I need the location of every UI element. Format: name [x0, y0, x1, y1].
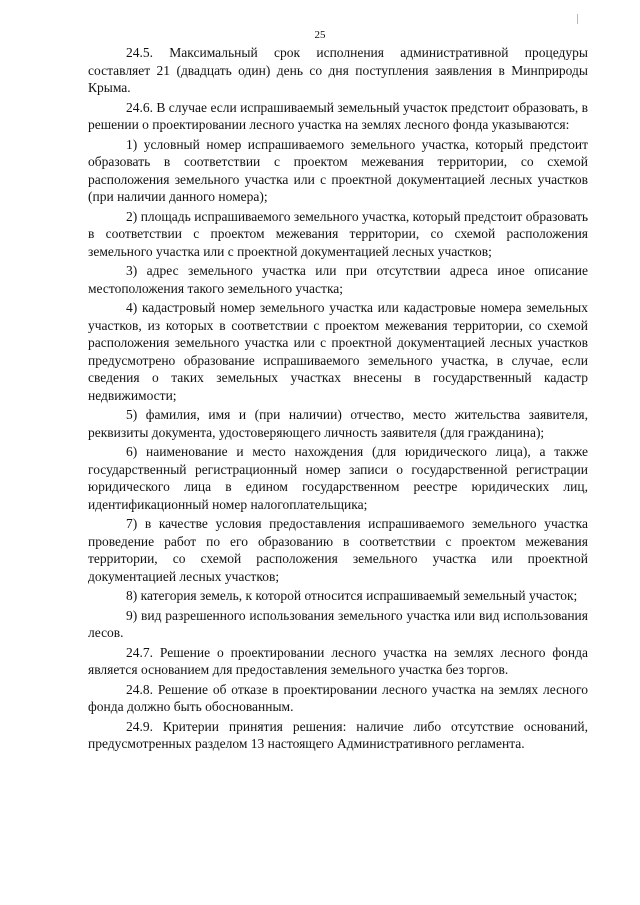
- paragraph-24-9: 24.9. Критерии принятия решения: наличие либо отсутствие оснований, предусмотренных разделом 13 настоящего Административного регламента.: [88, 718, 588, 751]
- list-item-7: 7) в качестве условия предоставления испрашиваемого земельного участка проведение работ по его образованию в соответствии с проектом межевания территории, со схемой расположения земельного участка или проектной документацией лесных участков;: [88, 516, 588, 584]
- page-number: 25: [314, 29, 326, 41]
- list-item-3: 3) адрес земельного участка или при отсутствии адреса иное описание местоположения такого земельного участка;: [88, 263, 588, 296]
- list-item-8: 8) категория земель, к которой относится испрашиваемый земельный участок;: [126, 588, 578, 603]
- list-item-6: 6) наименование и место нахождения (для юридического лица), а также государственный регистрационный номер записи о государственной регистрации юридического лица в едином государственном реестре юридических лиц, идентификационный номер налогоплательщика;: [88, 444, 588, 512]
- scan-mark: [577, 14, 582, 24]
- paragraph-24-7: 24.7. Решение о проектировании лесного участка на землях лесного фонда является основанием для предоставления земельного участка без торгов.: [88, 644, 588, 677]
- paragraph-24-5: 24.5. Максимальный срок исполнения административной процедуры составляет 21 (двадцать один) день со дня поступления заявления в Минприроды Крыма.: [88, 45, 588, 95]
- document-body: [88, 44, 588, 753]
- list-item-9: 9) вид разрешенного использования земельного участка или вид использования лесов.: [88, 607, 588, 640]
- list-item-2: 2) площадь испрашиваемого земельного участка, который предстоит образовать в соответствии с проектом межевания территории, со схемой расположения земельного участка или с проектной документацией лесных участков;: [88, 208, 588, 259]
- list-item-4: 4) кадастровый номер земельного участка или кадастровые номера земельных участков, из которых в соответствии с проектом межевания территории, со схемой расположения земельного участка или с проектной документацией лесных участков предусмотрено образование испрашиваемого земельного участка, в случае, если сведения о таких земельных участках внесены в государственный кадастр недвижимости;: [88, 300, 588, 403]
- list-item-5: 5) фамилия, имя и (при наличии) отчество, место жительства заявителя, реквизиты документа, удостоверяющего личность заявителя (для гражданина);: [88, 407, 588, 440]
- paragraph-24-8: 24.8. Решение об отказе в проектировании лесного участка на землях лесного фонда должно быть обоснованным.: [88, 681, 588, 714]
- paragraph-24-6: 24.6. В случае если испрашиваемый земельный участок предстоит образовать, в решении о проектировании лесного участка на землях лесного фонда указываются:: [88, 99, 588, 132]
- list-item-1: 1) условный номер испрашиваемого земельного участка, который предстоит образовать в соответствии с проектом межевания территории, со схемой расположения земельного участка или с проектной документацией лесных участков (при наличии данного номера);: [88, 136, 588, 204]
